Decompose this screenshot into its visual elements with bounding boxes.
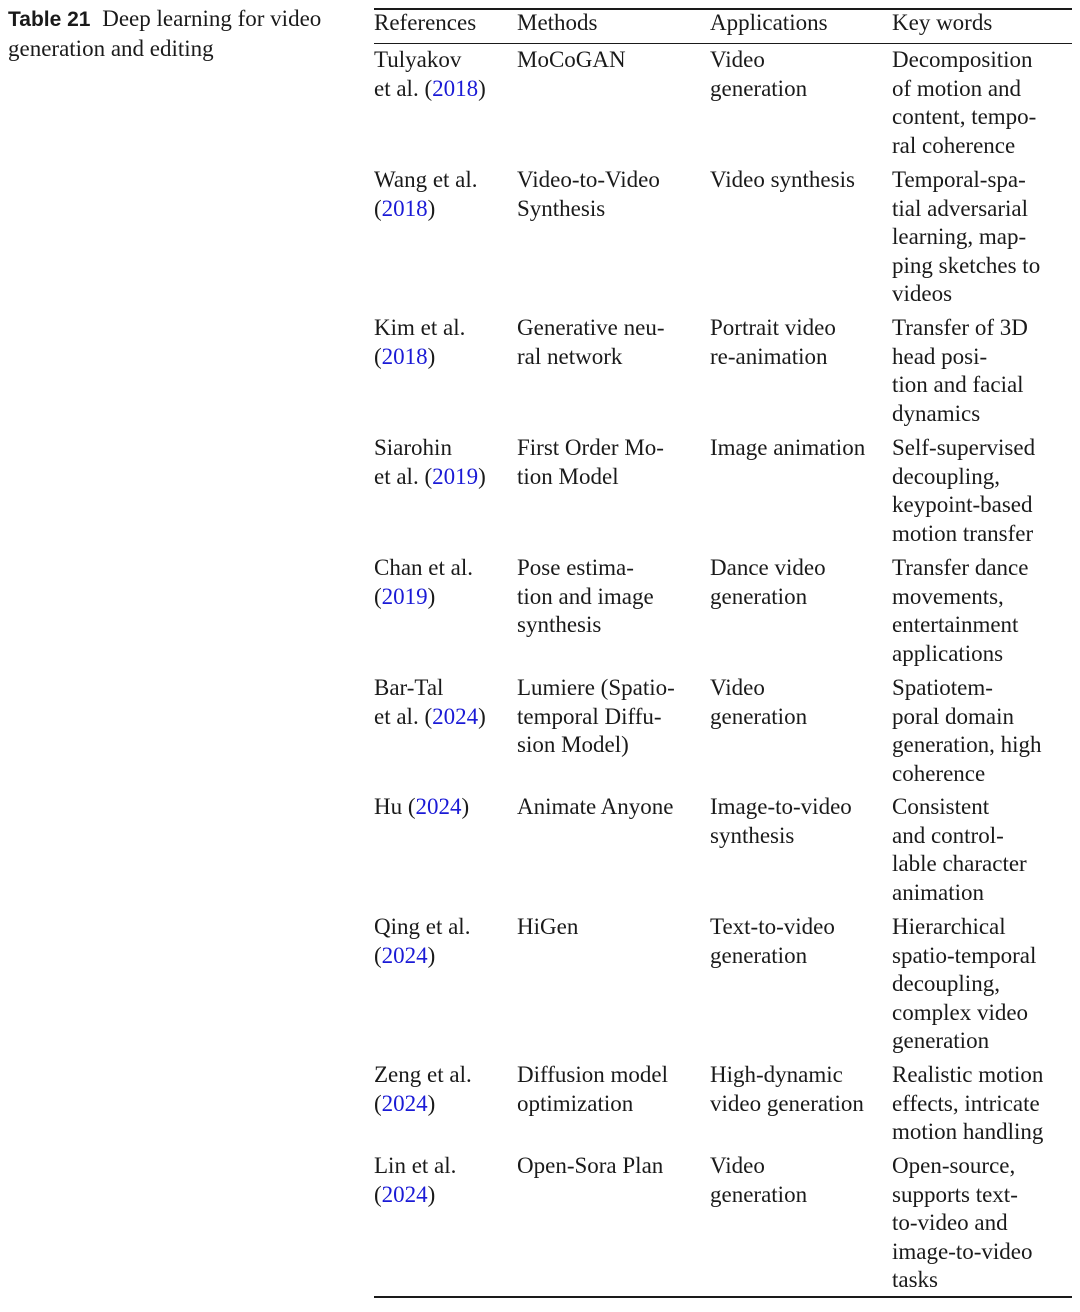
table-header-rule (374, 43, 1072, 44)
cell-method-line: Synthesis (517, 195, 606, 221)
cell-keywords-line: Hierarchical (892, 914, 1006, 939)
cell-application-line: Text-to-video (710, 914, 835, 939)
cell-keywords-line: lable character (892, 851, 1027, 876)
cell-method-line: HiGen (517, 914, 579, 939)
cell-application (710, 913, 890, 970)
cell-keywords-line: Decomposition (892, 47, 1033, 72)
cell-application (710, 674, 890, 731)
cell-keywords-line: Temporal-spa- (892, 167, 1026, 192)
cell-keywords (892, 1152, 1077, 1295)
cell-keywords (892, 434, 1077, 548)
cell-keywords (892, 793, 1077, 907)
reference-text: Zeng et al. (374, 1062, 472, 1087)
reference-text: Bar-Tal (374, 675, 444, 700)
cell-keywords-line: Consistent (892, 794, 990, 819)
citation-year-link[interactable]: 2024 (415, 794, 462, 819)
cell-application-line: video generation (710, 1090, 864, 1116)
citation-year-link[interactable]: 2018 (432, 75, 479, 101)
cell-application-line: Video (710, 675, 765, 700)
cell-reference-line (374, 793, 514, 822)
cell-keywords-line: supports text- (892, 1181, 1018, 1207)
header-references: References (374, 10, 477, 35)
caption-line-2: generation and editing (8, 36, 214, 61)
cell-method (517, 46, 707, 75)
cell-keywords-line: learning, map- (892, 224, 1027, 249)
cell-method-line: Pose estima- (517, 555, 634, 580)
cell-keywords (892, 913, 1077, 1056)
table-bottom-rule (374, 1296, 1072, 1298)
cell-keywords-line: videos (892, 281, 953, 306)
cell-keywords-line: and control- (892, 822, 1004, 848)
cell-reference-line (374, 674, 514, 703)
cell-reference-line (374, 195, 514, 224)
cell-keywords-line: Transfer dance (892, 555, 1029, 580)
cell-application (710, 166, 890, 195)
cell-reference-line (374, 46, 514, 75)
cell-application-line: re-animation (710, 343, 828, 369)
cell-keywords-line: Open-source, (892, 1153, 1016, 1178)
cell-application-line: Image-to-video (710, 794, 852, 819)
reference-text: ( (374, 195, 382, 221)
cell-reference-line (374, 1152, 514, 1181)
cell-reference-line (374, 1181, 514, 1210)
cell-method-line: MoCoGAN (517, 47, 626, 72)
cell-reference (374, 1061, 514, 1118)
reference-text: ( (374, 1181, 382, 1207)
cell-application-line: High-dynamic (710, 1062, 843, 1087)
cell-reference (374, 46, 514, 103)
reference-text: ( (374, 583, 382, 609)
cell-keywords (892, 674, 1077, 788)
cell-application-line: Video synthesis (710, 167, 855, 192)
cell-reference-line (374, 1090, 514, 1119)
reference-text: ) (478, 463, 486, 489)
cell-application-line: Image animation (710, 435, 866, 460)
cell-reference-line (374, 942, 514, 971)
cell-reference-line (374, 583, 514, 612)
cell-application-line: Portrait video (710, 315, 836, 340)
reference-text: ) (427, 343, 436, 369)
cell-keywords-line: decoupling, (892, 971, 1000, 996)
citation-year-link[interactable]: 2019 (381, 583, 428, 609)
cell-method-line: sion Model) (517, 732, 629, 757)
cell-method-line: Diffusion model (517, 1062, 668, 1087)
reference-text: ( (374, 343, 382, 369)
cell-reference (374, 166, 514, 223)
cell-application-line: generation (710, 1181, 808, 1207)
cell-reference-line (374, 75, 514, 104)
cell-keywords-line: to-video and (892, 1210, 1008, 1235)
reference-text: Chan et al. (374, 555, 473, 580)
cell-keywords-line: effects, intricate (892, 1090, 1040, 1116)
cell-reference-line (374, 166, 514, 195)
cell-keywords-line: Realistic motion (892, 1062, 1044, 1087)
reference-text: Kim et al. (374, 315, 466, 340)
reference-text: ) (461, 794, 470, 819)
reference-text: et al. ( (374, 463, 433, 489)
reference-text: et al. ( (374, 703, 433, 729)
cell-application-line: generation (710, 942, 808, 968)
cell-keywords-line: spatio-temporal (892, 942, 1037, 968)
citation-year-link[interactable]: 2018 (381, 343, 428, 369)
cell-method (517, 554, 707, 640)
cell-method (517, 793, 707, 822)
cell-method-line: Animate Anyone (517, 794, 674, 819)
citation-year-link[interactable]: 2019 (432, 463, 479, 489)
cell-reference (374, 554, 514, 611)
cell-reference (374, 674, 514, 731)
cell-method (517, 913, 707, 942)
caption-line-1: Deep learning for video (102, 6, 322, 31)
table-number: Table 21 (8, 8, 91, 31)
cell-application (710, 46, 890, 103)
cell-keywords-line: motion handling (892, 1119, 1044, 1144)
cell-application-line: generation (710, 583, 808, 609)
cell-application-line: generation (710, 75, 808, 101)
cell-keywords-line: animation (892, 879, 984, 905)
cell-reference (374, 434, 514, 491)
cell-keywords-line: generation, high (892, 732, 1042, 757)
cell-application-line: generation (710, 703, 808, 729)
cell-application-line: Video (710, 47, 765, 72)
reference-text: ) (427, 1181, 436, 1207)
cell-reference (374, 314, 514, 371)
cell-application (710, 554, 890, 611)
table-caption (8, 4, 353, 63)
cell-keywords-line: Spatiotem- (892, 675, 993, 700)
cell-reference-line (374, 314, 514, 343)
cell-method-line: Video-to-Video (517, 167, 660, 192)
cell-keywords-line: tasks (892, 1267, 938, 1292)
header-applications: Applications (710, 10, 828, 35)
cell-application (710, 1152, 890, 1209)
cell-keywords-line: dynamics (892, 400, 981, 426)
cell-reference (374, 1152, 514, 1209)
cell-keywords-line: coherence (892, 760, 986, 786)
cell-reference (374, 793, 514, 822)
cell-method-line: Open-Sora Plan (517, 1153, 664, 1178)
reference-text: ) (478, 75, 486, 101)
cell-method-line: temporal Diffu- (517, 703, 662, 729)
reference-text: ) (478, 703, 486, 729)
citation-year-link[interactable]: 2024 (381, 1090, 428, 1116)
citation-year-link[interactable]: 2018 (381, 195, 428, 221)
reference-text: ) (427, 583, 436, 609)
cell-keywords-line: head posi- (892, 343, 988, 369)
cell-keywords (892, 166, 1077, 309)
cell-application (710, 793, 890, 850)
cell-keywords-line: tion and facial (892, 372, 1024, 397)
cell-method-line: tion Model (517, 463, 619, 489)
reference-text: ( (374, 1090, 382, 1116)
cell-keywords (892, 1061, 1077, 1147)
cell-application-line: Dance video (710, 555, 826, 580)
cell-reference (374, 913, 514, 970)
cell-method (517, 434, 707, 491)
cell-keywords-line: tial adversarial (892, 195, 1029, 221)
reference-text: Lin et al. (374, 1153, 457, 1178)
cell-keywords-line: applications (892, 640, 1004, 666)
cell-keywords-line: decoupling, (892, 463, 1000, 489)
reference-text: Siarohin (374, 435, 452, 460)
cell-keywords-line: content, tempo- (892, 104, 1037, 129)
cell-application-line: synthesis (710, 822, 795, 848)
cell-keywords (892, 554, 1077, 668)
cell-method-line: tion and image (517, 583, 654, 609)
cell-keywords-line: Transfer of 3D (892, 315, 1028, 340)
cell-application (710, 314, 890, 371)
cell-keywords-line: keypoint-based (892, 492, 1033, 517)
cell-keywords-line: motion transfer (892, 520, 1034, 546)
reference-text: Tulyakov (374, 47, 462, 72)
reference-text: et al. ( (374, 75, 433, 101)
reference-text: ) (427, 942, 436, 968)
cell-method-line: synthesis (517, 612, 602, 637)
reference-text: Hu ( (374, 794, 416, 819)
cell-application (710, 1061, 890, 1118)
cell-application-line: Video (710, 1153, 765, 1178)
header-keywords: Key words (892, 10, 993, 35)
citation-year-link[interactable]: 2024 (381, 1181, 428, 1207)
cell-method (517, 674, 707, 760)
cell-reference-line (374, 343, 514, 372)
cell-reference-line (374, 554, 514, 583)
cell-keywords-line: of motion and (892, 75, 1022, 101)
reference-text: ) (427, 1090, 436, 1116)
cell-method-line: Generative neu- (517, 315, 665, 340)
cell-method-line: ral network (517, 343, 623, 369)
cell-method (517, 1061, 707, 1118)
cell-keywords-line: image-to-video (892, 1238, 1033, 1264)
cell-keywords (892, 46, 1077, 160)
cell-method-line: Lumiere (Spatio- (517, 675, 675, 700)
reference-text: Wang et al. (374, 167, 478, 192)
cell-keywords-line: ping sketches to (892, 252, 1041, 278)
cell-reference-line (374, 434, 514, 463)
citation-year-link[interactable]: 2024 (432, 703, 479, 729)
cell-application (710, 434, 890, 463)
reference-text: ( (374, 942, 382, 968)
cell-keywords-line: poral domain (892, 703, 1014, 729)
cell-reference-line (374, 1061, 514, 1090)
cell-keywords (892, 314, 1077, 428)
cell-reference-line (374, 703, 514, 732)
citation-year-link[interactable]: 2024 (381, 942, 428, 968)
cell-method (517, 314, 707, 371)
cell-method-line: optimization (517, 1090, 634, 1116)
cell-method-line: First Order Mo- (517, 435, 664, 460)
cell-keywords-line: generation (892, 1028, 990, 1053)
cell-method (517, 166, 707, 223)
cell-method (517, 1152, 707, 1181)
cell-keywords-line: Self-supervised (892, 435, 1036, 460)
cell-keywords-line: movements, (892, 583, 1004, 609)
cell-reference-line (374, 463, 514, 492)
header-methods: Methods (517, 10, 598, 35)
reference-text: ) (427, 195, 436, 221)
cell-reference-line (374, 913, 514, 942)
cell-keywords-line: complex video (892, 999, 1029, 1025)
reference-text: Qing et al. (374, 914, 471, 939)
cell-keywords-line: entertainment (892, 612, 1019, 637)
cell-keywords-line: ral coherence (892, 132, 1016, 158)
